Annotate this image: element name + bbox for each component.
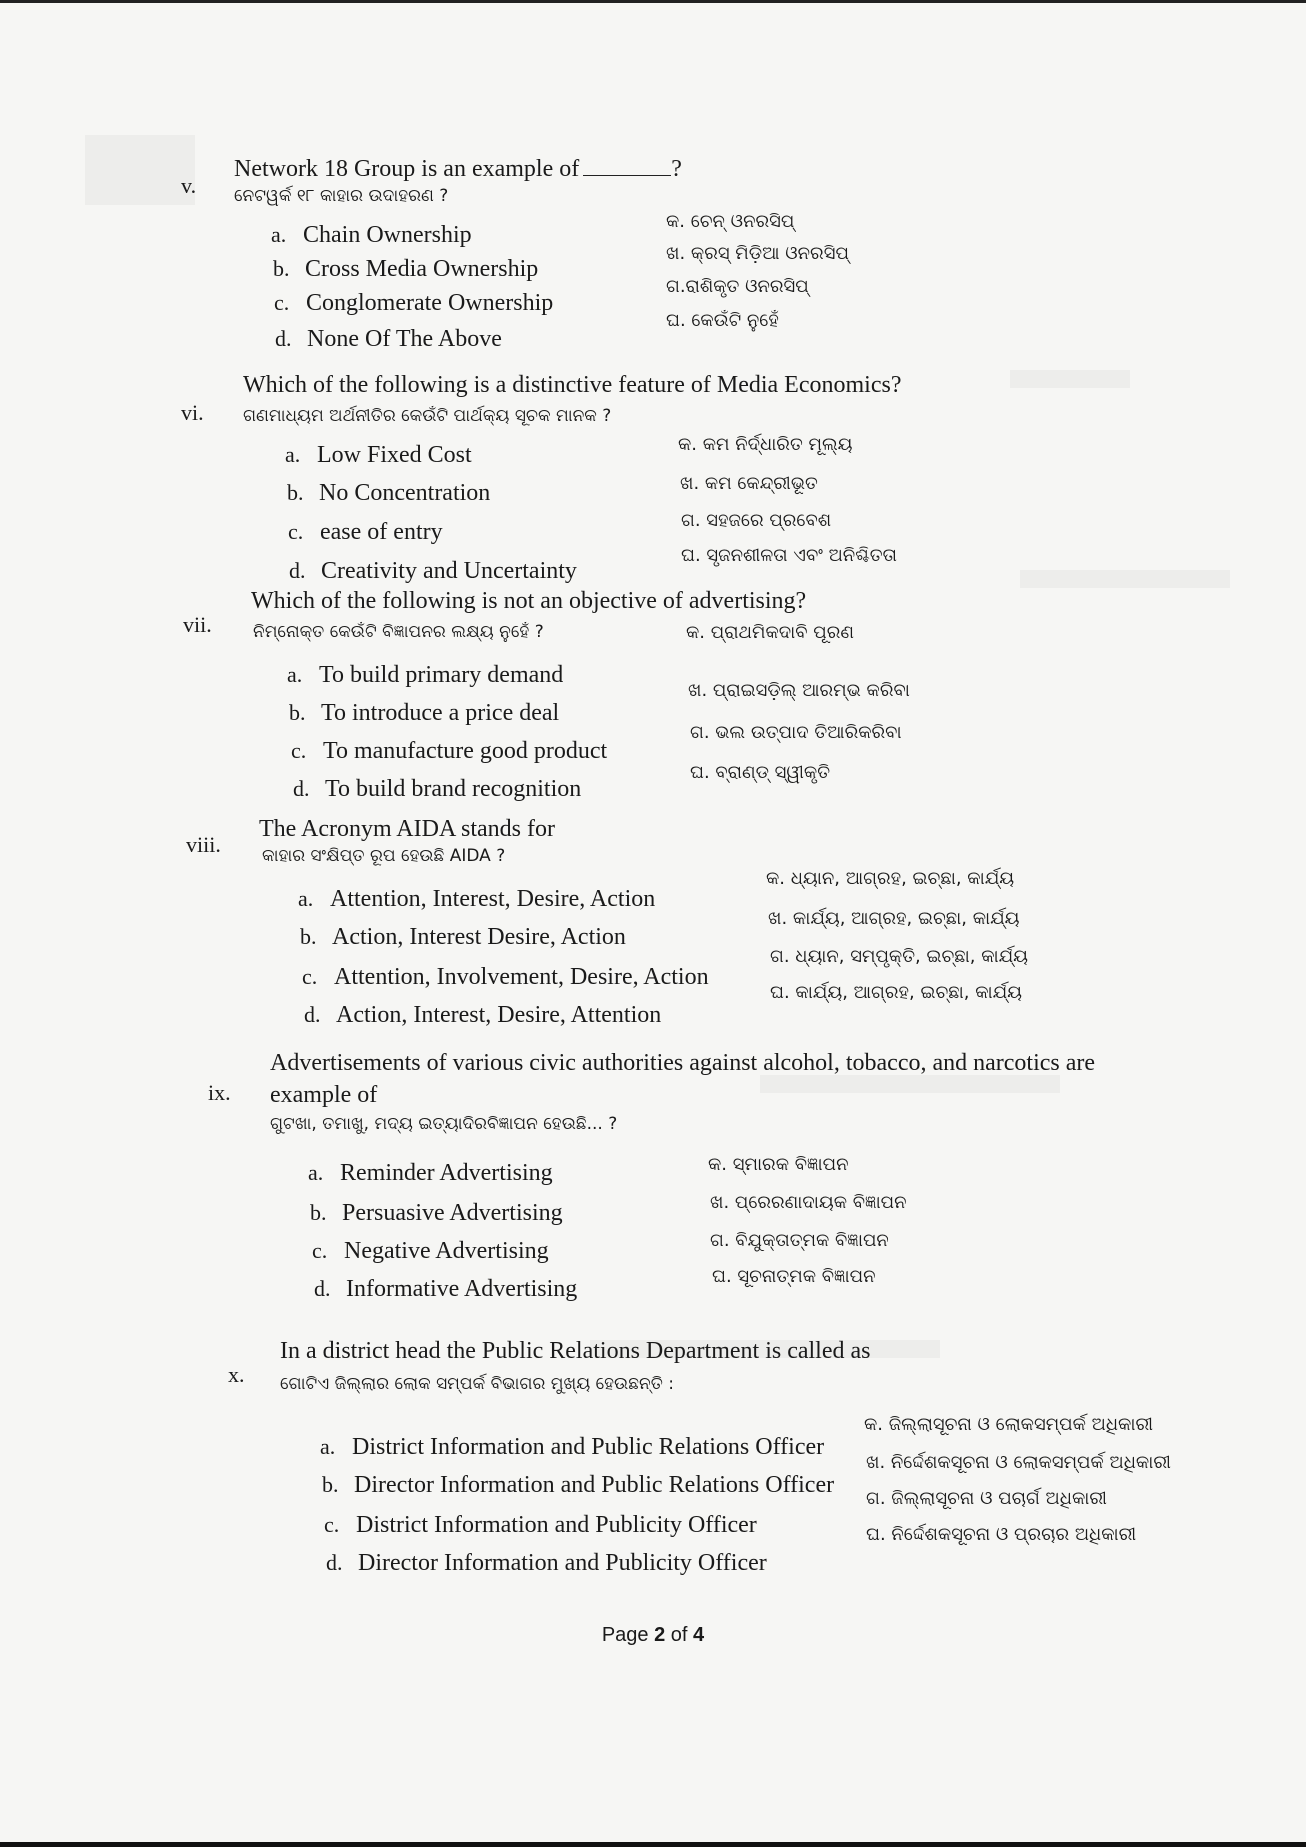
- question-number: vii.: [183, 612, 212, 637]
- question-text: In a district head the Public Relations Department is called as: [280, 1338, 871, 1364]
- question-v: [181, 156, 1181, 358]
- option-d-translation: ଘ. ନିର୍ଦ୍ଦେଶକସୂଚନା ଓ ପ୍ରଚାର ଅଧିକାରୀ: [866, 1524, 1137, 1545]
- option-d: d. Action, Interest, Desire, Attention: [304, 1002, 662, 1028]
- option-a-translation: କ. ପ୍ରାଥମିକଦାବି ପୂରଣ: [686, 622, 854, 643]
- bleed-through-mark: [1010, 370, 1130, 388]
- question-text: Network 18 Group is an example of ?: [234, 156, 682, 182]
- question-number: vi.: [181, 400, 204, 425]
- option-c: c. Negative Advertising: [312, 1238, 549, 1264]
- option-a: a. District Information and Public Relations Officer: [320, 1434, 825, 1460]
- option-c-translation: ଗ. ଭଲ ଉତ୍ପାଦ ତିଆରିକରିବା: [690, 722, 902, 743]
- option-c-translation: ଗ. ବିଯୁକ୍ତାତ୍ମକ ବିଜ୍ଞାପନ: [710, 1230, 889, 1251]
- question-vii: [183, 588, 1183, 812]
- option-c-translation: ଗ. ଜିଲ୍ଲାସୂଚନା ଓ ପଚାର୍ଗ ଅଧିକାରୀ: [866, 1488, 1107, 1509]
- option-b: b. Persuasive Advertising: [310, 1200, 563, 1226]
- option-d: d. Creativity and Uncertainty: [289, 558, 577, 584]
- question-vi: [181, 372, 1181, 596]
- question-text-continued: example of: [270, 1082, 378, 1108]
- option-b-translation: ଖ. ପ୍ରେରଣାଦାୟକ ବିଜ୍ଞାପନ: [710, 1192, 907, 1213]
- question-number: x.: [228, 1362, 245, 1387]
- option-c: c. ease of entry: [288, 519, 443, 545]
- option-a: a. Attention, Interest, Desire, Action: [298, 886, 656, 912]
- option-b: b. Cross Media Ownership: [273, 256, 539, 282]
- question-viii: [186, 816, 1186, 1032]
- page-bottom-edge: [0, 1842, 1306, 1847]
- option-c: c. Attention, Involvement, Desire, Action: [302, 964, 709, 990]
- option-b: b. To introduce a price deal: [289, 700, 560, 726]
- option-d: d. To build brand recognition: [293, 776, 582, 802]
- option-b-translation: ଖ. ନିର୍ଦ୍ଦେଶକସୂଚନା ଓ ଲୋକସମ୍ପର୍କ ଅଧିକାରୀ: [866, 1452, 1171, 1473]
- option-a-translation: କ. ସ୍ମାରକ ବିଜ୍ଞାପନ: [708, 1154, 849, 1175]
- option-b: b. No Concentration: [287, 480, 491, 506]
- option-d: d. Informative Advertising: [314, 1276, 578, 1302]
- option-d-translation: ଘ. କାର୍ଯ୍ୟ, ଆଗ୍ରହ, ଇଚ୍ଛା, କାର୍ଯ୍ୟ: [770, 982, 1022, 1003]
- option-d-translation: ଘ. ସୂଚନାତ୍ମକ ବିଜ୍ଞାପନ: [712, 1266, 876, 1287]
- question-number: v.: [181, 173, 197, 198]
- question-text: Advertisements of various civic authorities against alcohol, tobacco, and narcotics are: [270, 1050, 1096, 1076]
- option-c-translation: ଗ.ରାଶିକୃତ ଓନରସିପ୍: [666, 276, 809, 297]
- option-b-translation: ଖ. କାର୍ଯ୍ୟ, ଆଗ୍ରହ, ଇଚ୍ଛା, କାର୍ଯ୍ୟ: [768, 908, 1020, 929]
- question-translation: ଗଣମାଧ୍ୟମ ଅର୍ଥନୀତିର କେଉଁଟି ପାର୍ଥକ୍ୟ ସୂଚକ ମାନକ ?: [243, 406, 612, 426]
- question-ix: [208, 1050, 1208, 1320]
- option-d-translation: ଘ. ସୃଜନଶୀଳତା ଏବଂ ଅନିଶ୍ଚିତତା: [681, 545, 897, 566]
- question-text: Which of the following is a distinctive feature of Media Economics?: [243, 372, 902, 398]
- question-number: viii.: [186, 832, 221, 857]
- page-top-edge: [0, 0, 1306, 3]
- option-c-translation: ଗ. ସହଜରେ ପ୍ରବେଶ: [681, 510, 832, 531]
- question-text: Which of the following is not an objective of advertising?: [251, 588, 807, 614]
- question-translation: କାହାର ସଂକ୍ଷିପ୍ତ ରୂପ ହେଉଛି AIDA ?: [262, 846, 506, 866]
- option-a: a. Reminder Advertising: [308, 1160, 553, 1186]
- option-d-translation: ଘ. ବ୍ରାଣ୍ଡ୍ ସ୍ୱୀକୃତି: [690, 762, 831, 783]
- option-a-translation: କ. ଧ୍ୟାନ, ଆଗ୍ରହ, ଇଚ୍ଛା, କାର୍ଯ୍ୟ: [766, 868, 1015, 889]
- answer-blank: [583, 157, 671, 176]
- option-d: d. None Of The Above: [275, 326, 502, 352]
- question-translation: ନେଟୱର୍କ ୧୮ କାହାର ଉଦାହରଣ ?: [234, 186, 449, 206]
- option-c: c. District Information and Publicity Officer: [324, 1512, 757, 1538]
- option-a: a. Chain Ownership: [271, 222, 472, 248]
- question-translation: ଗୋଟିଏ ଜିଲ୍ଲାର ଲୋକ ସମ୍ପର୍କ ବିଭାଗର ମୁଖ୍ୟ ହେଉଛନ୍ତି :: [280, 1374, 674, 1394]
- option-a-translation: କ. କମ ନିର୍ଦ୍ଧାରିତ ମୂଲ୍ୟ: [678, 434, 853, 455]
- option-c-translation: ଗ. ଧ୍ୟାନ, ସମ୍ପୃକ୍ତି, ଇଚ୍ଛା, କାର୍ଯ୍ୟ: [770, 946, 1029, 967]
- question-translation: ଗୁଟଖା, ତମାଖୁ, ମଦ୍ୟ ଇତ୍ୟାଦିରବିଜ୍ଞାପନ ହେଉଛି... ?: [270, 1114, 618, 1134]
- option-b: b. Action, Interest Desire, Action: [300, 924, 626, 950]
- option-b-translation: ଖ. କ୍ରସ୍ ମିଡ଼ିଆ ଓନରସିପ୍: [666, 243, 849, 264]
- page-number-footer: Page 2 of 4: [601, 1624, 705, 1646]
- option-d-translation: ଘ. କେଉଁଟି ନୁହେଁ: [666, 310, 779, 331]
- option-b-translation: ଖ. କମ କେନ୍ଦ୍ରୀଭୂତ: [680, 473, 818, 494]
- question-text: The Acronym AIDA stands for: [259, 816, 555, 842]
- option-a-translation: କ. ଚେନ୍ ଓନରସିପ୍: [666, 211, 795, 232]
- question-translation: ନିମ୍ନୋକ୍ତ କେଉଁଟି ବିଜ୍ଞାପନର ଲକ୍ଷ୍ୟ ନୁହେଁ ?: [253, 622, 544, 642]
- option-a: a. Low Fixed Cost: [285, 442, 472, 468]
- option-c: c. Conglomerate Ownership: [274, 290, 554, 316]
- option-b-translation: ଖ. ପ୍ରାଇସଡ଼ିଲ୍ ଆରମ୍ଭ କରିବା: [688, 680, 910, 701]
- option-b: b. Director Information and Public Relations Officer: [322, 1472, 835, 1498]
- question-x: [228, 1338, 1288, 1582]
- option-c: c. To manufacture good product: [291, 738, 608, 764]
- current-page: 2: [654, 1624, 666, 1646]
- option-d: d. Director Information and Publicity Officer: [326, 1550, 767, 1576]
- option-a-translation: କ. ଜିଲ୍ଲାସୂଚନା ଓ ଲୋକସମ୍ପର୍କ ଅଧିକାରୀ: [864, 1414, 1154, 1435]
- total-pages: 4: [693, 1624, 705, 1646]
- option-a: a. To build primary demand: [287, 662, 564, 688]
- question-number: ix.: [208, 1080, 231, 1105]
- bleed-through-mark: [85, 135, 195, 205]
